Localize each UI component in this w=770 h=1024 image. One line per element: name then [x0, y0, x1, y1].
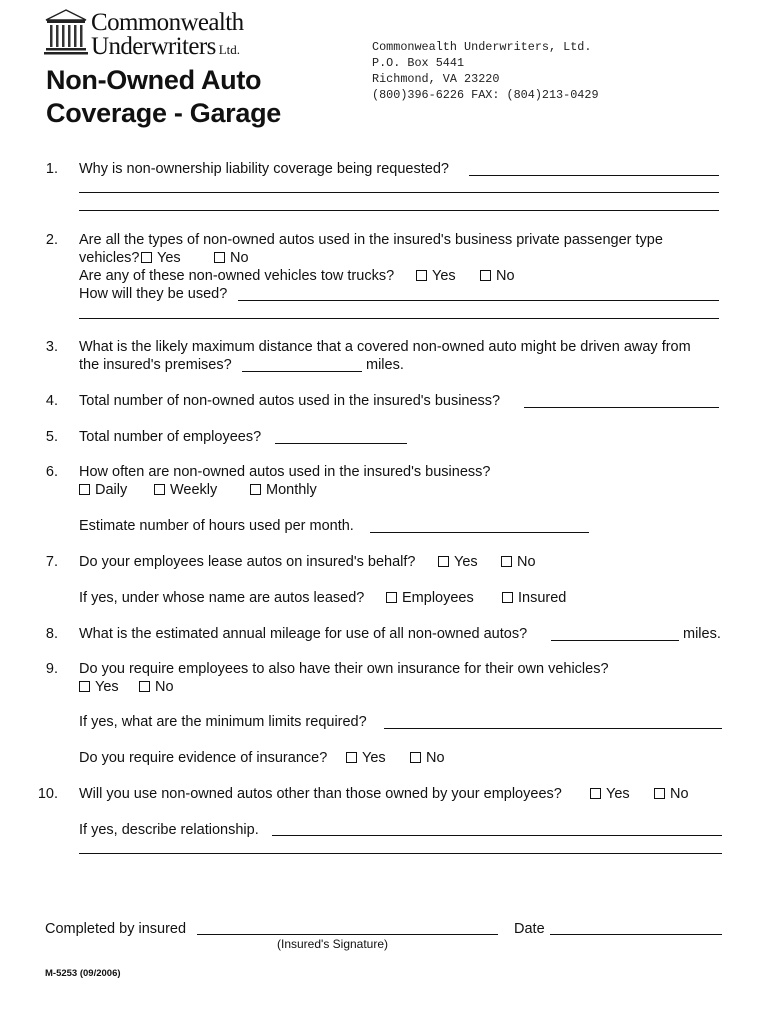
q9-limits-line[interactable] [384, 728, 722, 729]
q6-monthly-checkbox[interactable]: Monthly [250, 481, 317, 499]
date-line[interactable] [550, 934, 722, 935]
logo-text-line1: Commonwealth [91, 9, 244, 36]
q2-tow-no-checkbox[interactable]: No [480, 267, 515, 285]
q2-tow-trucks-line: Are any of these non-owned vehicles tow trucks? Yes No [79, 268, 515, 284]
q9-evidence-label: Do you require evidence of insurance? [79, 750, 328, 766]
building-columns-icon [44, 9, 88, 55]
q10-relationship-line-2[interactable] [79, 853, 722, 854]
q9-evidence-no-checkbox[interactable]: No [410, 749, 445, 767]
q9-yes-checkbox[interactable]: Yes [79, 678, 119, 696]
q10-relationship-label: If yes, describe relationship. [79, 822, 259, 838]
q10-relationship-line[interactable] [272, 835, 722, 836]
q6-weekly-checkbox[interactable]: Weekly [154, 481, 217, 499]
q7-yes-checkbox[interactable]: Yes [438, 553, 478, 571]
date-label: Date [514, 921, 545, 937]
q6-hours-label: Estimate number of hours used per month. [79, 518, 354, 534]
q10-no-checkbox[interactable]: No [654, 785, 689, 803]
q2-no-checkbox[interactable]: No [214, 249, 249, 267]
signature-caption: (Insured's Signature) [277, 937, 389, 951]
q6-frequency-options [79, 481, 379, 499]
q3-distance-line[interactable] [242, 371, 362, 372]
q6-hours-line[interactable] [370, 532, 589, 533]
q10-yes-checkbox[interactable]: Yes [590, 785, 630, 803]
form-number: M-5253 (09/2006) [45, 968, 121, 979]
company-address: Commonwealth Underwriters, Ltd. P.O. Box 5441 Richmond, VA 23220 (800)396-6226 FAX: (804)213-0429 [372, 40, 599, 102]
q2-vehicles-line: vehicles? Yes No [79, 250, 249, 266]
q1-answer-line-3[interactable] [79, 210, 719, 211]
q7-insured-checkbox[interactable]: Insured [502, 589, 566, 607]
q1-answer-line[interactable] [469, 175, 719, 176]
q8-mileage-line[interactable] [551, 640, 679, 641]
q1-answer-line-2[interactable] [79, 192, 719, 193]
signature-line[interactable] [197, 934, 498, 935]
q9-options [79, 678, 239, 696]
q2-yes-checkbox[interactable]: Yes [141, 249, 181, 267]
q2-tow-yes-checkbox[interactable]: Yes [416, 267, 456, 285]
q7-employees-checkbox[interactable]: Employees [386, 589, 474, 607]
company-logo [44, 9, 244, 61]
q2-usage-label: How will they be used? [79, 286, 228, 302]
q9-evidence-yes-checkbox[interactable]: Yes [346, 749, 386, 767]
q3-miles-unit: miles. [366, 357, 404, 373]
q2-usage-line[interactable] [238, 300, 719, 301]
q7-lease-name-label: If yes, under whose name are autos leased? [79, 590, 365, 606]
completed-by-label: Completed by insured [45, 921, 187, 937]
q4-answer-line[interactable] [524, 407, 719, 408]
form-title: Non-Owned Auto Coverage - Garage [46, 65, 281, 128]
q2-usage-line-2[interactable] [79, 318, 719, 319]
q7-no-checkbox[interactable]: No [501, 553, 536, 571]
q9-limits-label: If yes, what are the minimum limits required? [79, 714, 367, 730]
q6-daily-checkbox[interactable]: Daily [79, 481, 127, 499]
q8-miles-unit: miles. [683, 626, 721, 642]
q9-no-checkbox[interactable]: No [139, 678, 174, 696]
q5-answer-line[interactable] [275, 443, 407, 444]
logo-text-line2: Underwriters Ltd. [91, 33, 241, 60]
q3-premises-label: the insured's premises? [79, 357, 232, 373]
